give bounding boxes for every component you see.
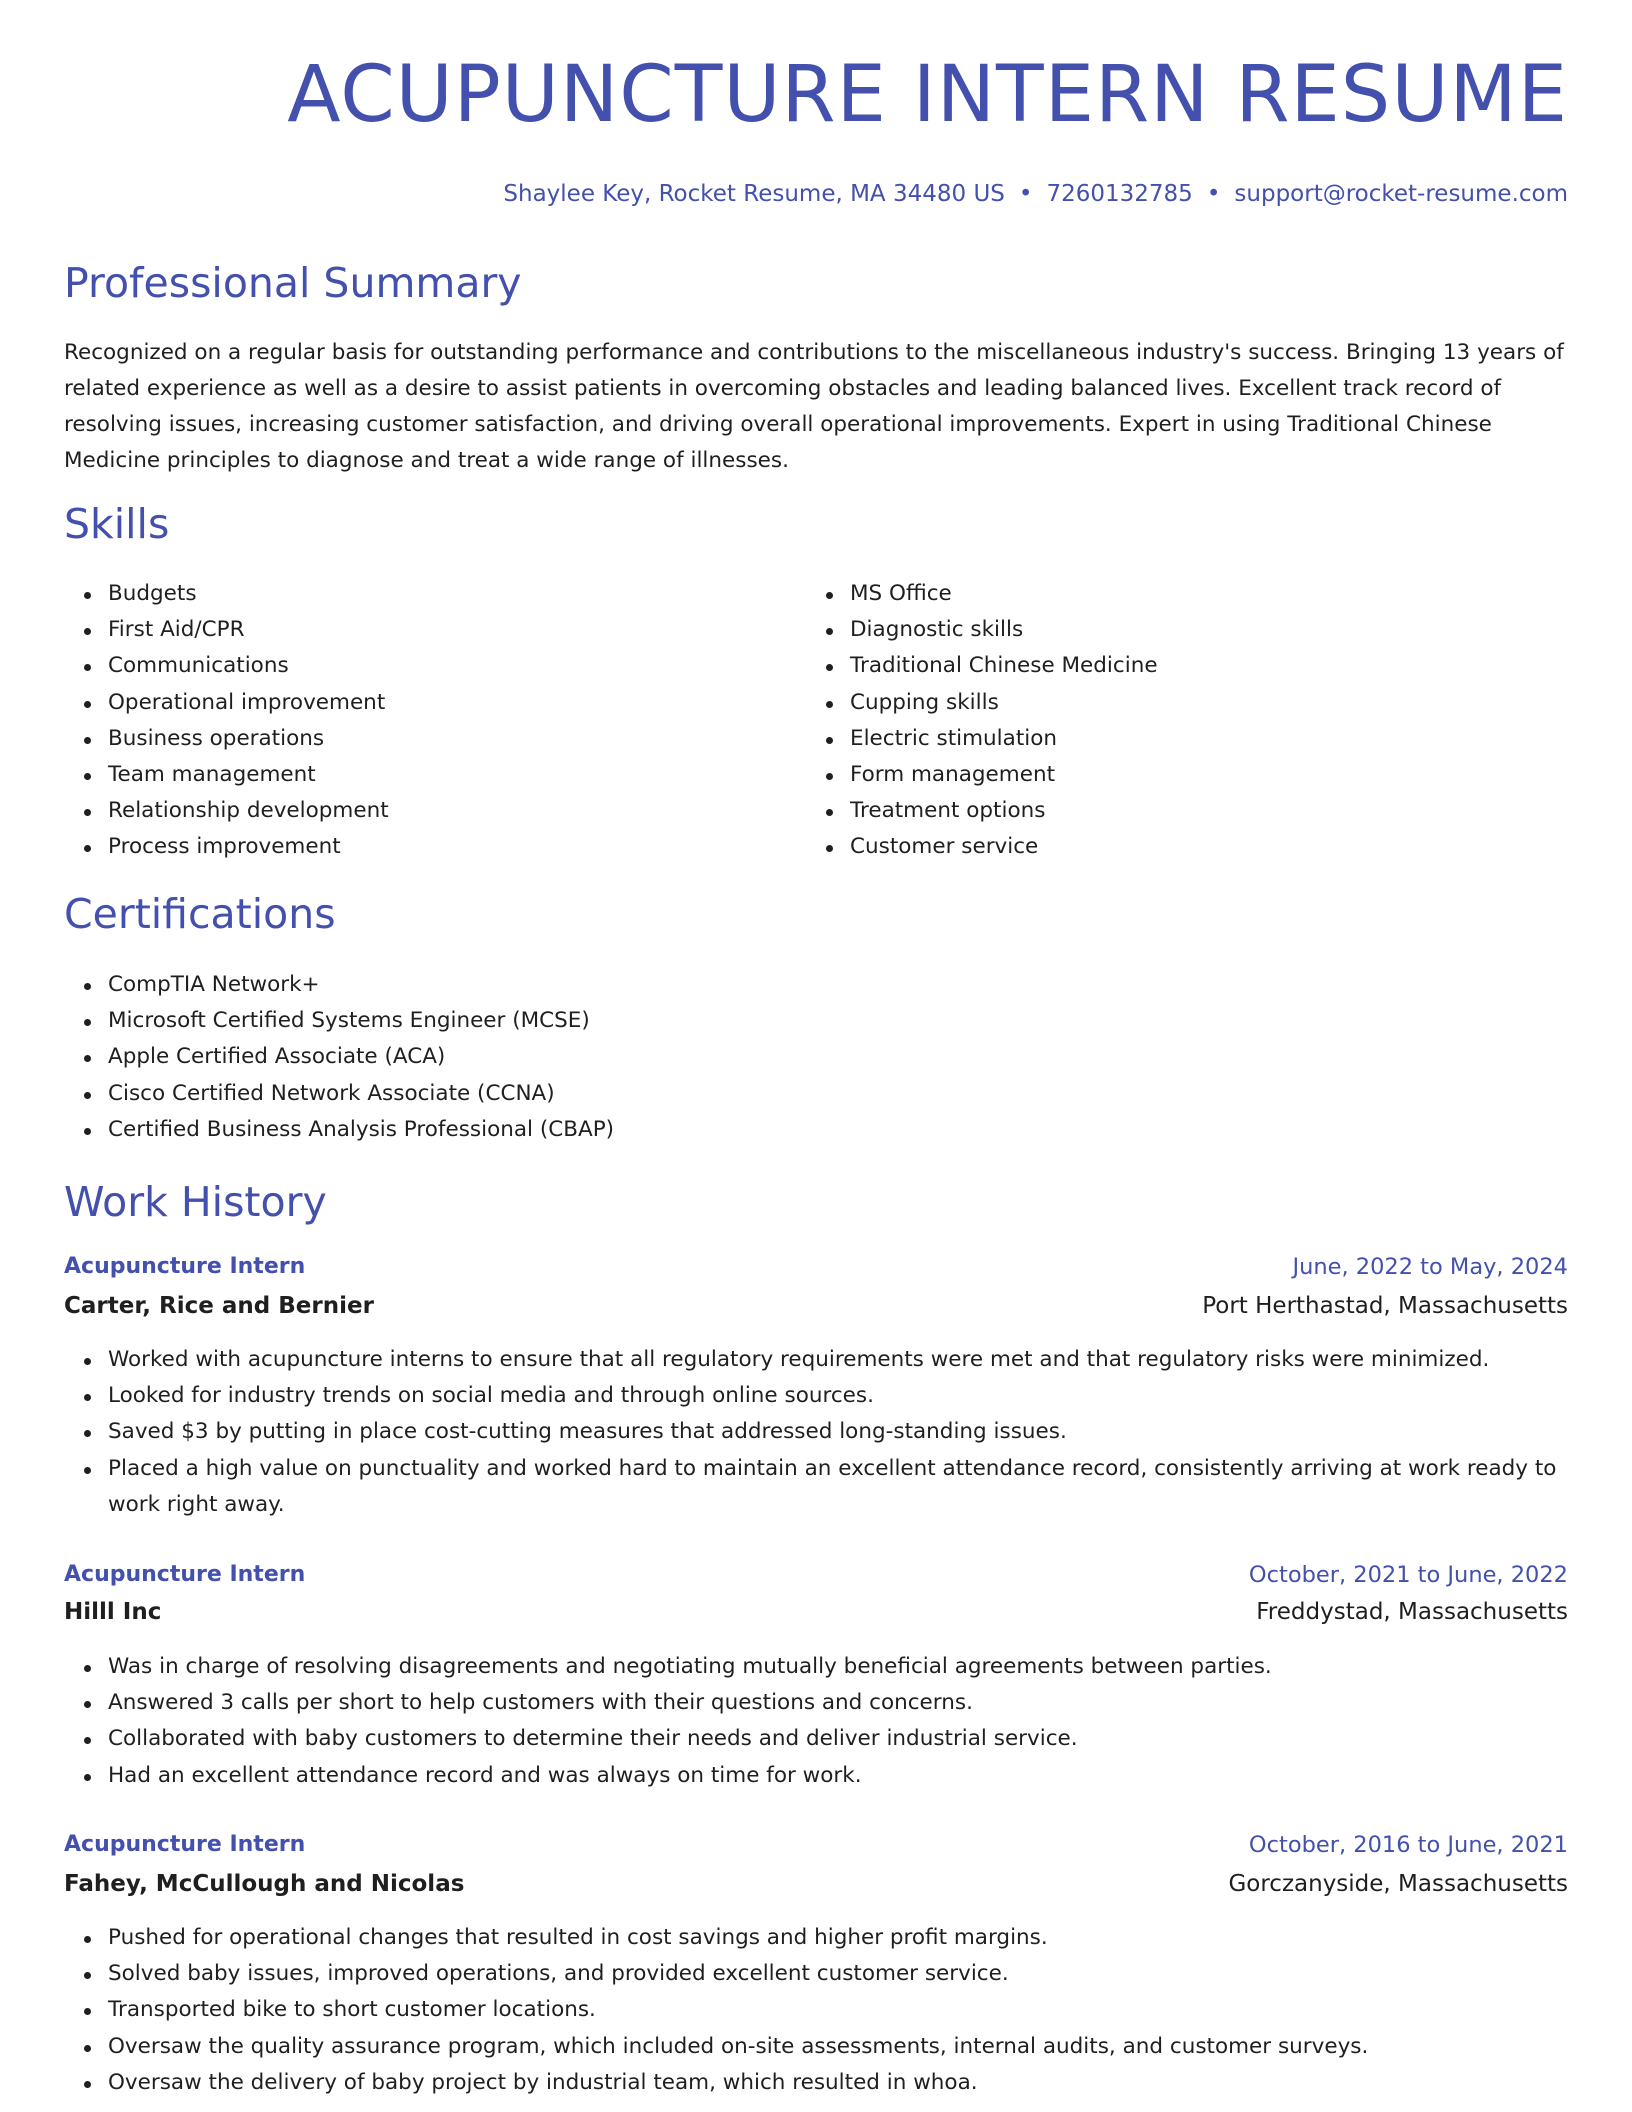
job-bullets: [64, 1342, 1568, 1523]
job-bullet: Worked with acupuncture interns to ensure that all regulatory requirements were met and that regulatory risks were minimized.: [64, 1342, 1568, 1378]
job-bullet: Looked for industry trends on social media and through online sources.: [64, 1378, 1568, 1414]
job-bullet: Oversaw the quality assurance program, which included on-site assessments, internal audits, and customer surveys.: [64, 2029, 1568, 2065]
job-company: Carter, Rice and Bernier: [64, 1293, 374, 1319]
job-dates: October, 2016 to June, 2021: [1248, 1832, 1568, 1858]
skill-item: Communications: [64, 648, 784, 684]
summary-heading: Professional Summary: [64, 259, 522, 307]
summary-text: Recognized on a regular basis for outstanding performance and contributions to the miscellaneous industry's success. Bringing 13 years of related experience as well as a desire to assist patients in overcoming obstacles and leading balanced lives. Excellent track record of resolving issues, increasing customer satisfaction, and driving overall operational improvements. Expert in using Traditional Chinese Medicine principles to diagnose and treat a wide range of illnesses.: [64, 340, 1564, 473]
skills-list-left: [64, 576, 784, 866]
certification-item: Cisco Certified Network Associate (CCNA): [64, 1076, 1264, 1112]
certifications-heading: Certifications: [64, 890, 336, 938]
contact-separator: •: [1018, 181, 1033, 207]
skill-item: Operational improvement: [64, 685, 784, 721]
job-location: Gorczanyside, Massachusetts: [1228, 1871, 1568, 1897]
skill-item: Traditional Chinese Medicine: [806, 648, 1526, 684]
contact-line: [503, 181, 1568, 209]
job-bullet: Placed a high value on punctuality and worked hard to maintain an excellent attendance record, consistently arriving at work ready to work right away.: [64, 1451, 1568, 1523]
skill-item: Diagnostic skills: [806, 612, 1526, 648]
skill-item: Treatment options: [806, 793, 1526, 829]
job-bullets: [64, 1649, 1568, 1794]
skill-item: Business operations: [64, 721, 784, 757]
job-bullet: Saved $3 by putting in place cost-cutting measures that addressed long-standing issues.: [64, 1414, 1568, 1450]
skill-item: Electric stimulation: [806, 721, 1526, 757]
job-title: Acupuncture Intern: [64, 1832, 306, 1857]
contact-separator: •: [1206, 181, 1221, 207]
work-history-heading: Work History: [64, 1178, 327, 1226]
job-company: Hilll Inc: [64, 1599, 162, 1625]
skills-heading: Skills: [64, 500, 170, 548]
skill-item: Budgets: [64, 576, 784, 612]
job-dates: October, 2021 to June, 2022: [1248, 1562, 1568, 1588]
job-bullet: Oversaw the delivery of baby project by industrial team, which resulted in whoa.: [64, 2065, 1568, 2101]
skill-item: Process improvement: [64, 829, 784, 865]
certification-item: Certified Business Analysis Professional (CBAP): [64, 1112, 1264, 1148]
certifications-list: [64, 967, 1264, 1148]
job-title: Acupuncture Intern: [64, 1254, 306, 1279]
job-bullet: Was in charge of resolving disagreements and negotiating mutually beneficial agreements between parties.: [64, 1649, 1568, 1685]
resume-title: ACUPUNCTURE INTERN RESUME: [287, 50, 1568, 140]
skill-item: Team management: [64, 757, 784, 793]
job-bullet: Solved baby issues, improved operations, and provided excellent customer service.: [64, 1956, 1568, 1992]
job-title: Acupuncture Intern: [64, 1562, 306, 1587]
job-location: Freddystad, Massachusetts: [1256, 1599, 1568, 1625]
skills-list-right: [806, 576, 1526, 866]
job-bullet: Had an excellent attendance record and was always on time for work.: [64, 1758, 1568, 1794]
skill-item: Cupping skills: [806, 685, 1526, 721]
job-bullet: Answered 3 calls per short to help customers with their questions and concerns.: [64, 1685, 1568, 1721]
resume-page: [64, 0, 1568, 2112]
skill-item: Form management: [806, 757, 1526, 793]
job-bullets: [64, 1920, 1568, 2101]
skill-item: First Aid/CPR: [64, 612, 784, 648]
skill-item: Customer service: [806, 829, 1526, 865]
certification-item: Microsoft Certified Systems Engineer (MCSE): [64, 1003, 1264, 1039]
job-bullet: Pushed for operational changes that resulted in cost savings and higher profit margins.: [64, 1920, 1568, 1956]
skill-item: Relationship development: [64, 793, 784, 829]
skill-item: MS Office: [806, 576, 1526, 612]
job-company: Fahey, McCullough and Nicolas: [64, 1871, 465, 1897]
certification-item: Apple Certified Associate (ACA): [64, 1039, 1264, 1075]
job-bullet: Transported bike to short customer locations.: [64, 1992, 1568, 2028]
contact-email: support@rocket-resume.com: [1234, 181, 1568, 207]
certification-item: CompTIA Network+: [64, 967, 1264, 1003]
job-location: Port Herthastad, Massachusetts: [1202, 1293, 1568, 1319]
job-bullet: Collaborated with baby customers to determine their needs and deliver industrial service.: [64, 1721, 1568, 1757]
contact-phone: 7260132785: [1046, 181, 1193, 207]
job-dates: June, 2022 to May, 2024: [1292, 1254, 1568, 1280]
contact-address: Shaylee Key, Rocket Resume, MA 34480 US: [503, 181, 1005, 207]
